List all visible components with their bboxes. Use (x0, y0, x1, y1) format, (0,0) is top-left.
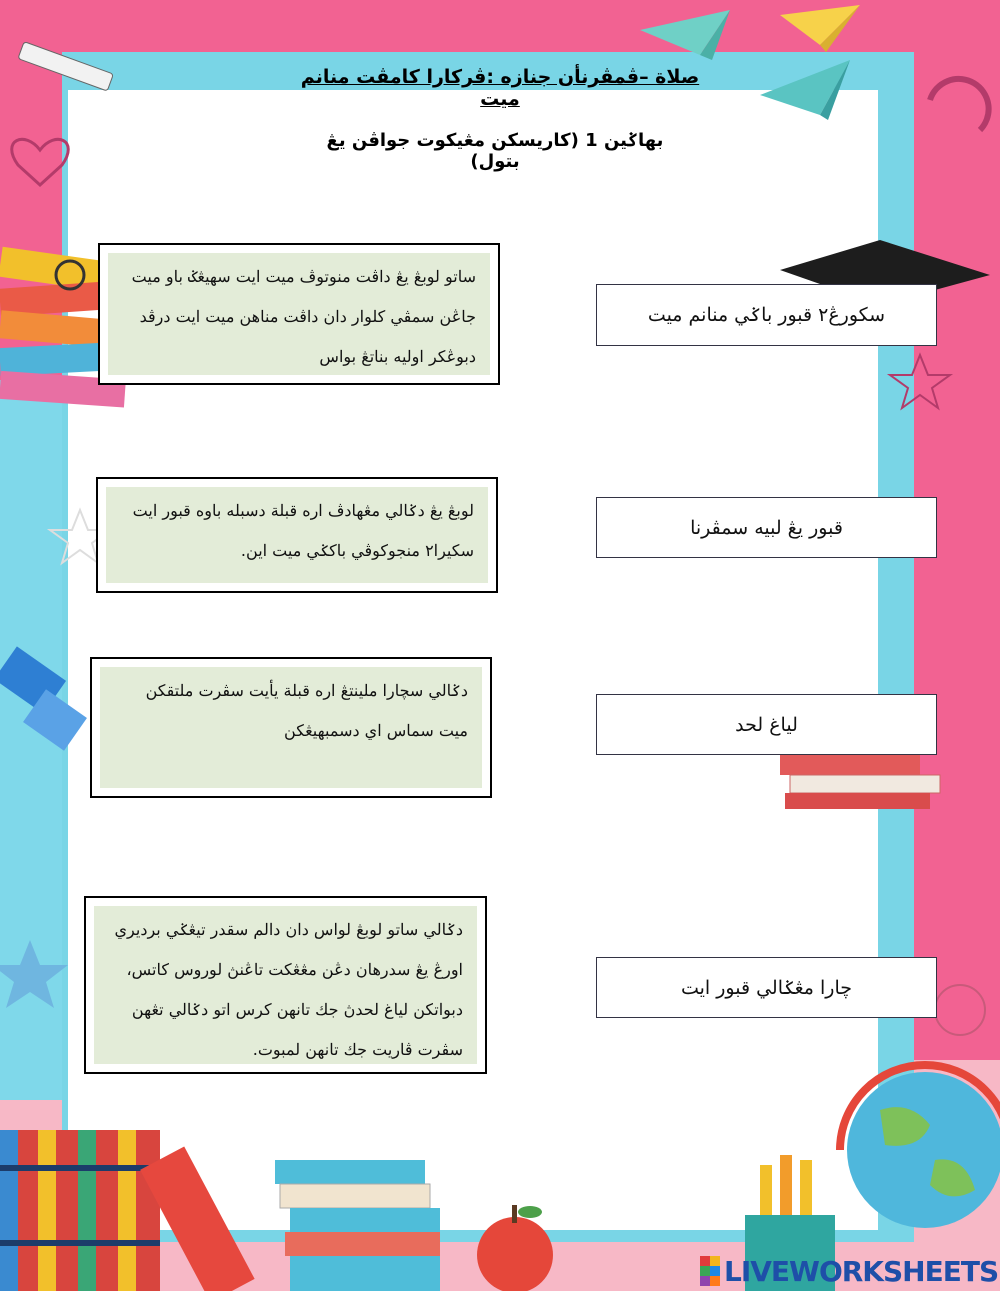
logo-square (710, 1266, 720, 1276)
answer-text: دݢالي ساتو لوبڠ لواس دان دالم سقدر تيڠݢي برديري اورڠ يڠ سدرهان دڠن مڠڠكت تاڠنڽ لوروس كاتس، دبواتكن لياغ لحدڽ جك تانهن كرس اتو دݢالي تڠهن سڤرت ڤاريت جك تانهن لمبوت. (94, 906, 477, 1064)
logo-square (700, 1266, 710, 1276)
term-box[interactable]: چارا مڠݢالي قبور ايت (596, 957, 937, 1018)
paper-plane-icon (780, 5, 860, 52)
answer-box[interactable] (84, 896, 487, 1074)
book-stack-icon (780, 755, 940, 809)
section-instruction: بهاݢين 1 (كاريسكن مڠيكوت جواڤن يڠ بتول) (326, 130, 664, 172)
logo-square (710, 1256, 720, 1266)
answer-box[interactable] (98, 243, 500, 385)
star-icon (890, 355, 950, 408)
heart-icon (12, 139, 69, 185)
logo-square (710, 1276, 720, 1286)
star-icon (0, 940, 68, 1008)
logo-square (700, 1276, 710, 1286)
paper-plane-icon (640, 10, 730, 60)
liveworksheets-logo (700, 1254, 998, 1288)
logo-text: LIVEWORKSHEETS (724, 1254, 999, 1288)
page-title: صلاة –ڤمڤرنأن جنازه :ڤركارا كامڤت منانم ميت (300, 66, 700, 110)
book-stack-icon (275, 1160, 440, 1291)
magnet-icon (930, 79, 989, 130)
logo-mark-icon (700, 1256, 720, 1286)
term-box[interactable]: قبور يڠ لبيه سمڤرنا (596, 497, 937, 558)
bookshelf-icon (0, 1130, 160, 1291)
answer-text: دݢالي سچارا ملينتڠ اره قبلة يأيت سڤرت ملتقكن ميت سماس اي دسمبهيڠكن (100, 667, 482, 788)
term-box[interactable]: سكورڠ٢ قبور باݢي منانم ميت (596, 284, 937, 346)
paper-plane-icon (760, 60, 850, 120)
answer-box[interactable] (96, 477, 498, 593)
term-box[interactable]: لياغ لحد (596, 694, 937, 755)
pencil-icon (18, 42, 113, 91)
logo-square (700, 1256, 710, 1266)
answer-text: ساتو لوبڠ يڠ داڤت منوتوڤ ميت ايت سهيڠݢ باو ميت جاڠن سمڤي كلوار دان داڤت مناهن ميت ايت درڤد دبوڠكر اوليه بناتڠ بواس (108, 253, 490, 375)
crayon-icon (0, 646, 87, 750)
answer-box[interactable] (90, 657, 492, 798)
answer-text: لوبڠ يڠ دݢالي مڠهادڤ اره قبلة دسبله باوه قبور ايت سكيرا٢ منجوكوڤي باكݢي ميت اين. (106, 487, 488, 583)
globe-icon (840, 1065, 1000, 1228)
lightbulb-icon (935, 985, 985, 1035)
apple-icon (477, 1205, 553, 1291)
